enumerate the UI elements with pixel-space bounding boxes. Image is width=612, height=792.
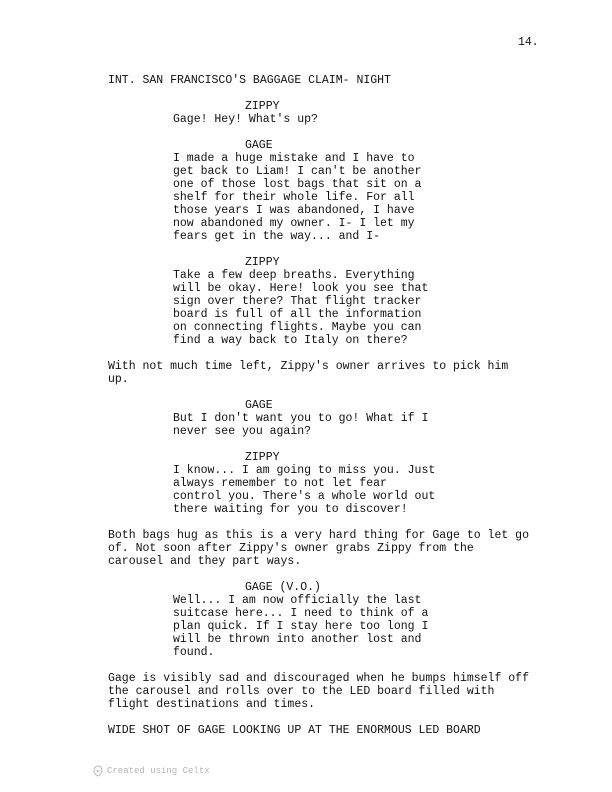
dialogue-line: will be thrown into another lost and	[173, 633, 422, 646]
action-line: WIDE SHOT OF GAGE LOOKING UP AT THE ENORMOUS LED BOARD	[108, 724, 481, 737]
footer-text: Created using Celtx	[107, 765, 210, 776]
screenplay-body	[108, 74, 568, 737]
action-block	[108, 724, 568, 737]
dialogue-line: one of those lost bags that sit on a	[173, 178, 422, 191]
dialogue-line: now abandoned my owner. I- I let my	[173, 217, 415, 230]
character-name: ZIPPY	[245, 100, 280, 113]
character-name: ZIPPY	[245, 256, 280, 269]
dialogue-line: found.	[173, 646, 215, 659]
block-spacer	[108, 386, 568, 399]
block-spacer	[108, 347, 568, 360]
action-line: flight destinations and times.	[108, 698, 316, 711]
dialogue-line: control you. There's a whole world out	[173, 490, 436, 503]
action-block	[108, 360, 568, 386]
dialogue-line: never see you again?	[173, 425, 312, 438]
block-spacer	[108, 126, 568, 139]
dialogue-line: always remember to not let fear	[173, 477, 387, 490]
block-spacer	[108, 568, 568, 581]
dialogue-line: get back to Liam! I can't be another	[173, 165, 422, 178]
dialogue-block	[108, 451, 568, 516]
dialogue-line: find a way back to Italy on there?	[173, 334, 408, 347]
action-block	[108, 672, 568, 711]
block-spacer	[108, 516, 568, 529]
dialogue-block	[108, 100, 568, 126]
action-line: Both bags hug as this is a very hard thing for Gage to let go	[108, 529, 529, 542]
action-line: the carousel and rolls over to the LED board filled with	[108, 685, 495, 698]
action-line: Gage is visibly sad and discouraged when he bumps himself off	[108, 672, 529, 685]
character-name: GAGE (V.O.)	[245, 581, 321, 594]
action-line: With not much time left, Zippy's owner arrives to pick him	[108, 360, 509, 373]
action-line: carousel and they part ways.	[108, 555, 302, 568]
dialogue-block	[108, 139, 568, 243]
dialogue-line: Gage! Hey! What's up?	[173, 113, 318, 126]
dialogue-line: suitcase here... I need to think of a	[173, 607, 429, 620]
dialogue-line: But I don't want you to go! What if I	[173, 412, 429, 425]
dialogue-block	[108, 399, 568, 438]
dialogue-line: there waiting for you to discover!	[173, 503, 408, 516]
dialogue-block	[108, 256, 568, 347]
dialogue-line: Well... I am now officially the last	[173, 594, 422, 607]
action-line: of. Not soon after Zippy's owner grabs Zippy from the	[108, 542, 474, 555]
character-name: ZIPPY	[245, 451, 280, 464]
block-spacer	[108, 711, 568, 724]
footer	[93, 765, 210, 777]
celtx-logo-icon	[93, 765, 103, 777]
dialogue-line: will be okay. Here! look you see that	[173, 282, 429, 295]
block-spacer	[108, 87, 568, 100]
dialogue-line: sign over there? That flight tracker	[173, 295, 422, 308]
character-name: GAGE	[245, 139, 273, 152]
block-spacer	[108, 659, 568, 672]
dialogue-line: board is full of all the information	[173, 308, 422, 321]
dialogue-line: I made a huge mistake and I have to	[173, 152, 415, 165]
dialogue-line: fears get in the way... and I-	[173, 230, 381, 243]
block-spacer	[108, 438, 568, 451]
block-spacer	[108, 243, 568, 256]
dialogue-line: those years I was abandoned, I have	[173, 204, 415, 217]
dialogue-line: on connecting flights. Maybe you can	[173, 321, 422, 334]
dialogue-block	[108, 581, 568, 659]
character-name: GAGE	[245, 399, 273, 412]
dialogue-line: plan quick. If I stay here too long I	[173, 620, 429, 633]
dialogue-line: shelf for their whole life. For all	[173, 191, 415, 204]
action-line: up.	[108, 373, 129, 386]
dialogue-line: I know... I am going to miss you. Just	[173, 464, 436, 477]
action-block	[108, 529, 568, 568]
dialogue-line: Take a few deep breaths. Everything	[173, 269, 415, 282]
scene-heading: INT. SAN FRANCISCO'S BAGGAGE CLAIM- NIGHT	[108, 74, 391, 87]
page-number: 14.	[518, 36, 539, 49]
